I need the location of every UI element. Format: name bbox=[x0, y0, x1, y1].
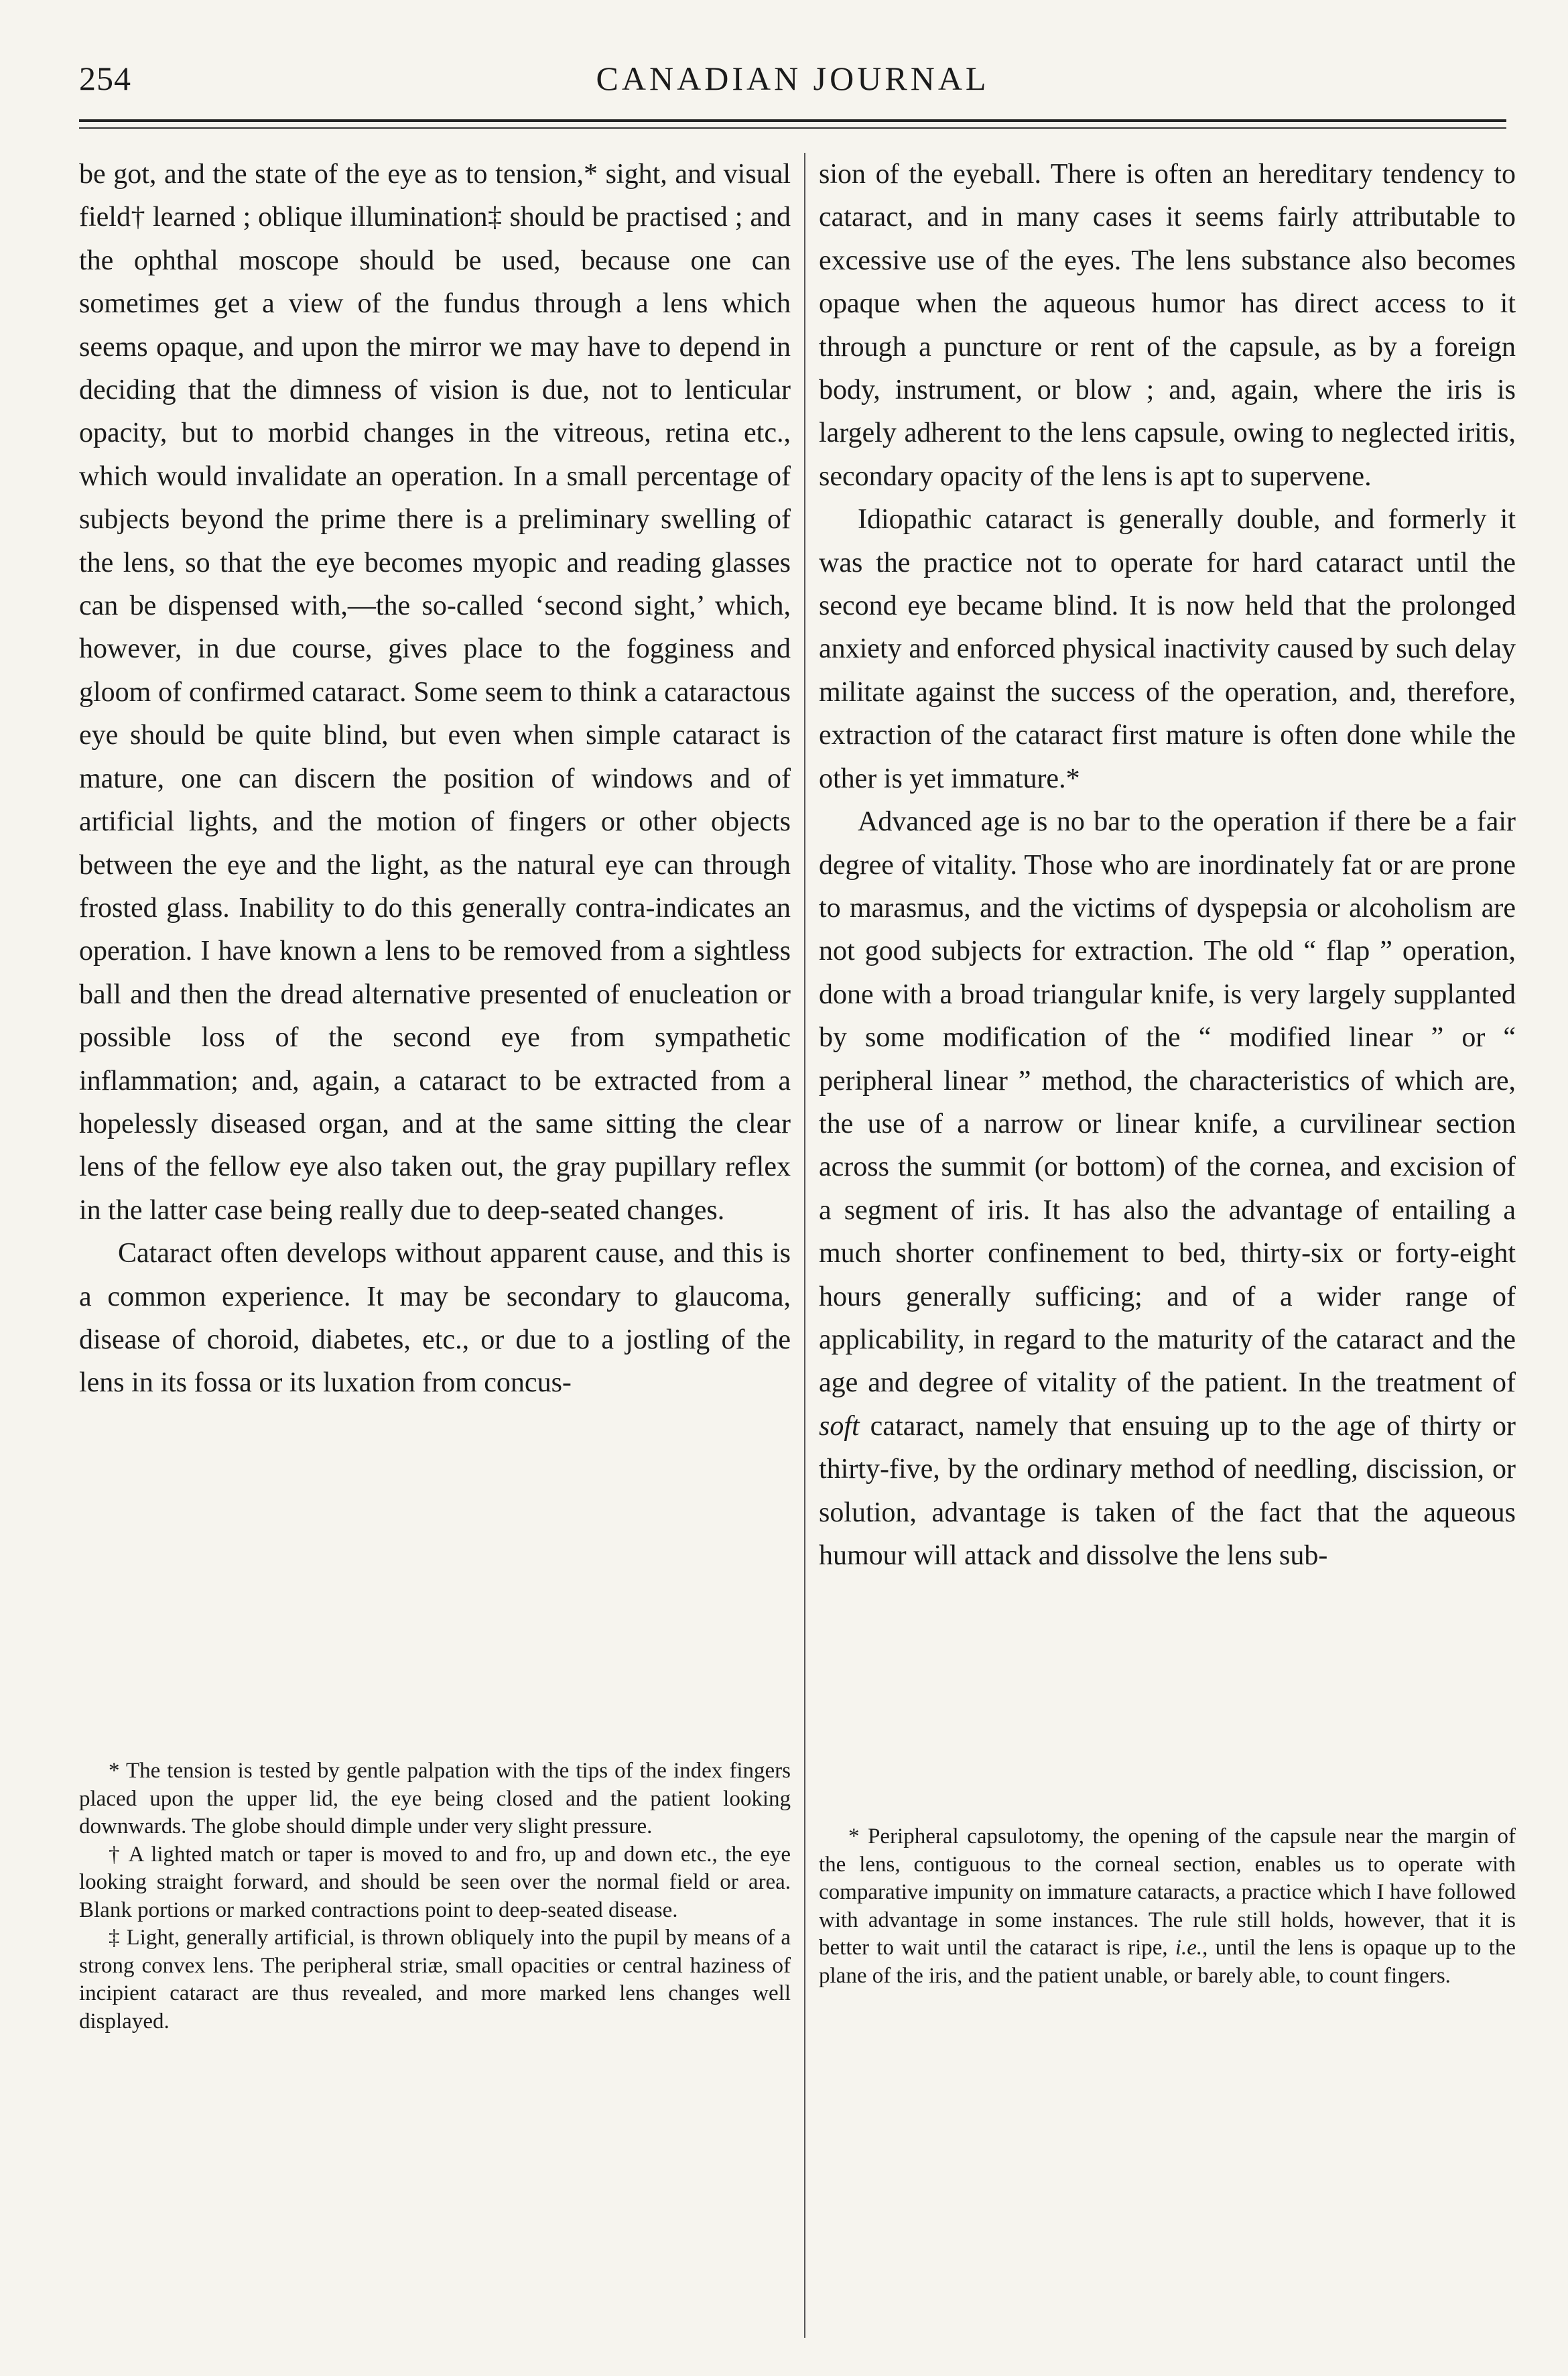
left-column bbox=[79, 153, 791, 1405]
running-header bbox=[79, 59, 1506, 106]
footnote-capsulotomy bbox=[819, 1823, 1516, 1990]
footnote-tension: * The tension is tested by gentle palpation with the tips of the index fingers placed upon the upper lid, the eye being closed and the patient looking downwards. The globe should dimple under very slight pressure. bbox=[79, 1759, 791, 1838]
paragraph-right-2: Idiopathic cataract is generally double, and formerly it was the practice not to operate for hard cataract until the second eye became blind. It is now held that the prolonged anxiety and enforced physical inactivity caused by such delay militate against the success of the operation, and, therefore, extraction of the cataract first mature is often done while the other is yet immature.* bbox=[819, 504, 1516, 794]
paragraph-right-3 bbox=[819, 800, 1516, 1577]
footnote-visual-field: † A lighted match or taper is moved to and fro, up and down etc., the eye looking straight forward, and should be seen over the normal field or area. Blank portions or marked contractions point to deep-seated disease. bbox=[79, 1842, 791, 1922]
emphasis-ie: i.e. bbox=[1175, 1936, 1203, 1960]
header-rule bbox=[79, 119, 1506, 122]
footnotes-left bbox=[79, 1757, 791, 2036]
footnote-right bbox=[819, 1823, 1516, 1990]
footnote-oblique-illumination: ‡ Light, generally artificial, is thrown obliquely into the pupil by means of a strong convex lens. The peripheral striæ, small opacities or central haziness of incipient cataract are thus revealed, and more marked lens changes well displayed. bbox=[79, 1926, 791, 2034]
footnote-capsulotomy-start: * Peripheral capsulotomy, the opening of the capsule near the margin of the lens, contiguous to the corneal section, enables us to operate with comparative impunity on immature cataracts, a practice which I have followed with advantage in some instances. The rule still holds, however, that it is better to wait until the cataract is ripe, bbox=[819, 1824, 1516, 1960]
paragraph-left-1: be got, and the state of the eye as to tension,* sight, and visual field† learned ; oblique illumination‡ should be practised ; and the ophthal moscope should be used, because one can sometimes get a view of the fundus through a lens which seems opaque, and upon the mirror we may have to depend in deciding that the dimness of vision is due, not to lenticular opacity, but to morbid changes in the vitreous, retina etc., which would invalidate an operation. In a small percentage of subjects beyond the prime there is a preliminary swelling of the lens, so that the eye becomes myopic and reading glasses can be dispensed with,—the so-called ‘second sight,’ which, however, in due course, gives place to the fogginess and gloom of confirmed cataract. Some seem to think a cataractous eye should be quite blind, but even when simple cataract is mature, one can discern the position of windows and of artificial lights, and the motion of fingers or other objects between the eye and the light, as the natural eye can through frosted glass. Inability to do this generally contra-indicates an operation. I have known a lens to be removed from a sightless ball and then the dread alternative presented of enucleation or possible loss of the second eye from sympathetic inflammation; and, again, a cataract to be extracted from a hopelessly diseased organ, and at the same sitting the clear lens of the fellow eye also taken out, the gray pupillary reflex in the latter case being really due to deep-seated changes. bbox=[79, 159, 791, 1226]
paragraph-left-2: Cataract often develops without apparent cause, and this is a common experience. It may be secondary to glaucoma, disease of choroid, diabetes, etc., or due to a jostling of the lens in its fossa or its luxation from concus- bbox=[79, 1238, 791, 1399]
column-divider bbox=[804, 153, 805, 2338]
emphasis-soft: soft bbox=[819, 1410, 860, 1442]
paragraph-right-3-start: Advanced age is no bar to the operation if there be a fair degree of vitality. Those who are inordinately fat or are prone to marasmus, and the victims of dyspepsia or alcoholism are not good subjects for extraction. The old “ flap ” operation, done with a broad triangular knife, is very largely supplanted by some modification of the “ modified linear ” or “ peripheral linear ” method, the characteristics of which are, the use of a narrow or linear knife, a curvilinear section across the summit (or bottom) of the cornea, and excision of a segment of iris. It has also the advantage of entailing a much shorter confinement to bed, thirty-six or forty-eight hours generally sufficing; and of a wider range of applicability, in regard to the maturity of the cataract and the age and degree of vitality of the patient. In the treatment of bbox=[819, 806, 1516, 1399]
right-column bbox=[819, 153, 1516, 1577]
journal-title: CANADIAN JOURNAL bbox=[596, 60, 990, 97]
page-number: 254 bbox=[79, 60, 131, 97]
paragraph-right-1: sion of the eyeball. There is often an hereditary tendency to cataract, and in many cases it seems fairly attributable to excessive use of the eyes. The lens substance also becomes opaque when the aqueous humor has direct access to it through a puncture or rent of the capsule, as by a foreign body, instrument, or blow ; and, again, where the iris is largely adherent to the lens capsule, owing to neglected iritis, secondary opacity of the lens is apt to supervene. bbox=[819, 159, 1516, 492]
footnote-capsulotomy-end: , until the lens is opaque up to the plane of the iris, and the patient unable, or barely able, to count fingers. bbox=[819, 1936, 1516, 1988]
paragraph-right-3-end: cataract, namely that ensuing up to the age of thirty or thirty-five, by the ordinary method of needling, discission, or solution, advantage is taken of the fact that the aqueous humour will attack and dissolve the lens sub- bbox=[819, 1410, 1516, 1571]
header-rule-thin bbox=[79, 127, 1506, 129]
